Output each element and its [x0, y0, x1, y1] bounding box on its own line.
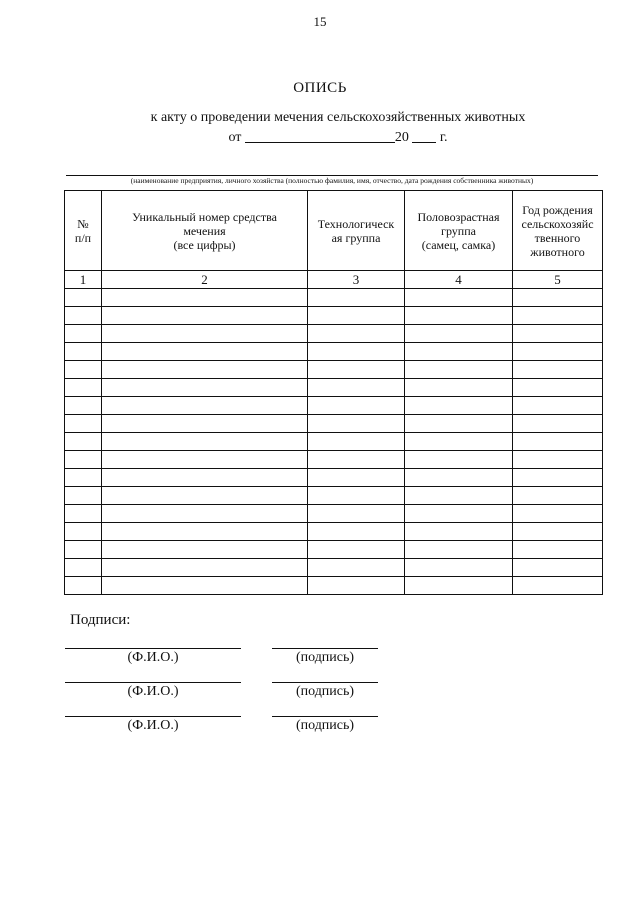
table-cell: [308, 487, 405, 505]
inventory-table: [64, 190, 603, 595]
table-cell: [405, 361, 513, 379]
table-row: [65, 289, 603, 307]
table-row: [65, 433, 603, 451]
table-cell: [102, 379, 308, 397]
table-cell: [405, 289, 513, 307]
table-cell: [405, 343, 513, 361]
table-cell: [405, 523, 513, 541]
sign-caption: (подпись): [295, 718, 355, 733]
table-cell: [405, 397, 513, 415]
header-cell-birth-year: Год рождения сельскохозяйс твенного животного: [513, 191, 603, 271]
column-number: 2: [102, 271, 308, 289]
table-cell: [513, 505, 603, 523]
table-cell: [65, 487, 102, 505]
table-cell: [65, 379, 102, 397]
table-row: [65, 379, 603, 397]
table-cell: [308, 415, 405, 433]
table-cell: [513, 379, 603, 397]
column-number-row: [65, 271, 603, 289]
table-cell: [405, 577, 513, 595]
table-cell: [65, 397, 102, 415]
date-year-blank: [412, 128, 436, 143]
table-cell: [405, 415, 513, 433]
table-row: [65, 469, 603, 487]
table-cell: [65, 541, 102, 559]
name-signature-line: [65, 682, 241, 683]
table-cell: [65, 307, 102, 325]
date-line: [0, 128, 640, 146]
column-number: 5: [513, 271, 603, 289]
table-cell: [405, 433, 513, 451]
table-cell: [405, 307, 513, 325]
table-cell: [308, 325, 405, 343]
document-title: ОПИСЬ: [293, 80, 347, 96]
table-cell: [65, 451, 102, 469]
header-cell-tag-number: Уникальный номер средства мечения (все цифры): [102, 191, 308, 271]
name-caption: (Ф.И.О.): [127, 684, 179, 699]
date-year-prefix: 20: [394, 130, 409, 145]
table-cell: [405, 379, 513, 397]
table-cell: [102, 523, 308, 541]
table-cell: [308, 361, 405, 379]
table-cell: [102, 559, 308, 577]
table-cell: [102, 487, 308, 505]
table-cell: [405, 505, 513, 523]
name-caption: (Ф.И.О.): [127, 650, 179, 665]
table-cell: [513, 307, 603, 325]
table-cell: [65, 523, 102, 541]
table-cell: [405, 451, 513, 469]
column-number: 1: [65, 271, 102, 289]
table-row: [65, 451, 603, 469]
table-row: [65, 487, 603, 505]
table-row: [65, 559, 603, 577]
name-signature-line: [65, 648, 241, 649]
name-caption: (Ф.И.О.): [127, 718, 179, 733]
table-cell: [308, 469, 405, 487]
table-cell: [513, 361, 603, 379]
table-cell: [405, 469, 513, 487]
table-row: [65, 343, 603, 361]
table-cell: [102, 469, 308, 487]
table-cell: [102, 307, 308, 325]
table-cell: [102, 343, 308, 361]
sign-signature-line: [272, 682, 378, 683]
signatures-label: Подписи:: [70, 612, 131, 628]
table-cell: [102, 415, 308, 433]
table-cell: [308, 559, 405, 577]
page-number: 15: [313, 14, 327, 29]
table-cell: [65, 361, 102, 379]
header-row: [65, 191, 603, 271]
table-cell: [308, 379, 405, 397]
table-cell: [513, 289, 603, 307]
table-cell: [513, 451, 603, 469]
table-row: [65, 325, 603, 343]
table-row: [65, 361, 603, 379]
table-cell: [513, 325, 603, 343]
table-cell: [405, 541, 513, 559]
table-cell: [405, 559, 513, 577]
table-cell: [308, 541, 405, 559]
header-cell-number: № п/п: [65, 191, 102, 271]
table-cell: [308, 577, 405, 595]
table-cell: [513, 397, 603, 415]
table-cell: [513, 433, 603, 451]
table-cell: [308, 289, 405, 307]
table-cell: [308, 433, 405, 451]
table-cell: [405, 487, 513, 505]
sign-signature-line: [272, 716, 378, 717]
table-cell: [65, 289, 102, 307]
table-cell: [65, 325, 102, 343]
table-cell: [65, 469, 102, 487]
table-cell: [513, 541, 603, 559]
table-cell: [102, 505, 308, 523]
table-row: [65, 307, 603, 325]
owner-caption: (наименование предприятия, личного хозяйства (полностью фамилия, имя, отчество, дата рождения собственника животных): [130, 176, 534, 185]
table-cell: [513, 487, 603, 505]
table-cell: [102, 325, 308, 343]
table-cell: [65, 577, 102, 595]
table-row: [65, 523, 603, 541]
table-cell: [308, 307, 405, 325]
document-subtitle: к акту о проведении мечения сельскохозяйственных животных: [150, 110, 526, 125]
table-cell: [513, 523, 603, 541]
table-row: [65, 577, 603, 595]
table-cell: [308, 451, 405, 469]
table-cell: [65, 433, 102, 451]
table-cell: [513, 469, 603, 487]
table-cell: [102, 289, 308, 307]
table-cell: [308, 523, 405, 541]
table-cell: [102, 433, 308, 451]
table-row: [65, 415, 603, 433]
table-cell: [102, 451, 308, 469]
table-cell: [513, 343, 603, 361]
table-cell: [65, 559, 102, 577]
date-suffix: г.: [439, 130, 448, 145]
header-cell-sex-age-group: Половозрастная группа (самец, самка): [405, 191, 513, 271]
table-row: [65, 505, 603, 523]
name-signature-line: [65, 716, 241, 717]
table-cell: [308, 397, 405, 415]
table-cell: [308, 505, 405, 523]
date-day-month-blank: [245, 128, 395, 143]
table-cell: [513, 577, 603, 595]
column-number: 3: [308, 271, 405, 289]
table-cell: [65, 505, 102, 523]
sign-signature-line: [272, 648, 378, 649]
sign-caption: (подпись): [295, 650, 355, 665]
table-cell: [102, 361, 308, 379]
table-row: [65, 397, 603, 415]
column-number: 4: [405, 271, 513, 289]
table-row: [65, 541, 603, 559]
header-cell-tech-group: Технологическ ая группа: [308, 191, 405, 271]
table-cell: [308, 343, 405, 361]
table-cell: [405, 325, 513, 343]
table-cell: [513, 559, 603, 577]
table-cell: [102, 577, 308, 595]
table-cell: [65, 415, 102, 433]
table-cell: [65, 343, 102, 361]
table-cell: [513, 415, 603, 433]
table-cell: [102, 541, 308, 559]
date-prefix: от: [228, 130, 242, 145]
table-cell: [102, 397, 308, 415]
sign-caption: (подпись): [295, 684, 355, 699]
